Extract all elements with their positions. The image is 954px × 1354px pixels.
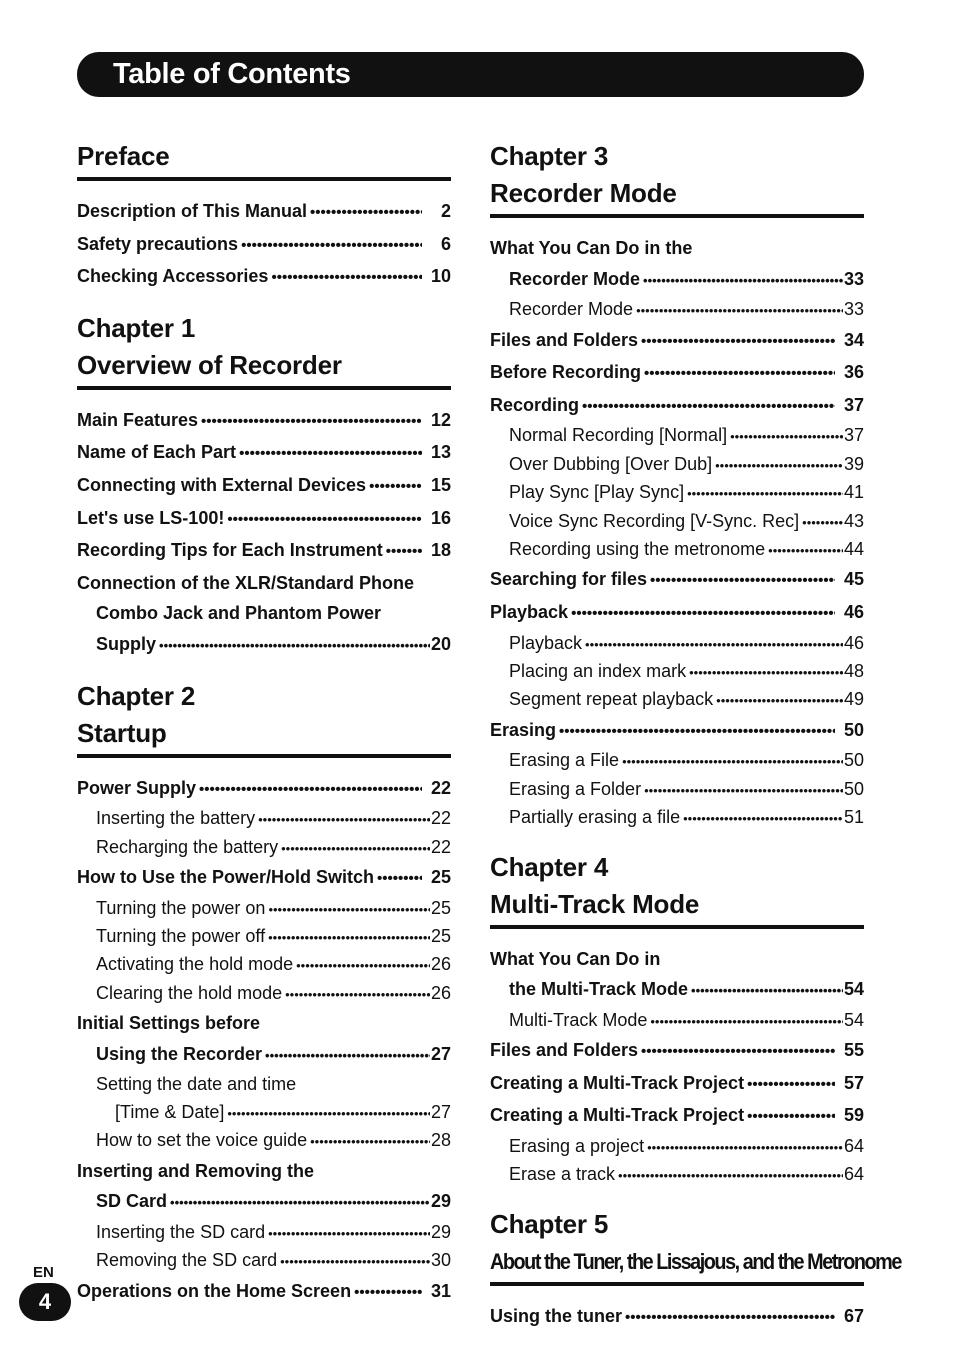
toc-entry[interactable] (490, 974, 864, 1007)
entry-page-number: 44 (843, 539, 864, 559)
toc-entry[interactable] (490, 508, 864, 536)
entry-title: Erasing (490, 719, 557, 740)
entry-page-number: 64 (843, 1164, 864, 1185)
toc-entry[interactable] (490, 325, 864, 358)
entry-title: Connecting with External Devices (77, 474, 367, 495)
entry-title: Main Features (77, 409, 199, 430)
entry-title: Name of Each Part (77, 442, 237, 463)
toc-entry[interactable] (77, 1186, 451, 1219)
toc-entry[interactable] (77, 1219, 451, 1247)
leader-dots (650, 566, 835, 597)
entry-page-number: 41 (843, 482, 864, 503)
entry-page-number: 26 (430, 954, 451, 975)
entry-title: Using the tuner (490, 1305, 623, 1326)
entry-page-number: 33 (843, 299, 864, 320)
toc-section (490, 138, 864, 833)
entry-title: Searching for files (490, 569, 648, 590)
toc-entry[interactable] (490, 1133, 864, 1161)
leader-dots (625, 1303, 835, 1334)
leader-dots (768, 537, 843, 564)
leader-dots (268, 1220, 430, 1247)
entry-page-number: 43 (843, 510, 864, 531)
entry-title: Erasing a Folder (509, 778, 642, 799)
leader-dots (747, 1102, 835, 1133)
entry-page-number: 50 (843, 778, 864, 799)
entry-page-number: 26 (430, 982, 451, 1003)
title-bar (77, 52, 864, 97)
toc-entry[interactable] (77, 196, 451, 229)
leader-dots (377, 864, 422, 895)
section-entries (490, 218, 864, 833)
toc-entry[interactable] (77, 980, 451, 1008)
toc-entry[interactable] (490, 804, 864, 832)
toc-entry[interactable] (77, 1071, 451, 1098)
leader-dots (280, 1248, 430, 1275)
toc-entry[interactable] (490, 1100, 864, 1133)
toc-entry[interactable] (490, 597, 864, 630)
entry-page-number: 64 (843, 1136, 864, 1156)
toc-section (490, 1206, 901, 1334)
entry-title: Partially erasing a file (509, 807, 681, 828)
entry-title: Initial Settings before (77, 1013, 261, 1034)
leader-dots (201, 407, 422, 438)
entry-page-number: 51 (843, 807, 864, 828)
leader-dots (227, 1100, 430, 1127)
entry-title: Recording Tips for Each Instrument (77, 540, 383, 561)
toc-section (77, 310, 451, 662)
leader-dots (310, 1128, 430, 1155)
entry-title: Safety precautions (77, 233, 239, 254)
entry-page-number: 50 (843, 750, 864, 771)
entry-title: Erase a track (509, 1164, 616, 1185)
leader-dots (559, 717, 835, 748)
entry-title: Using the Recorder (96, 1043, 263, 1064)
entry-page-number: 22 (430, 777, 451, 798)
section-heading-line: Multi-Track Mode (490, 888, 700, 919)
section-heading-line: Chapter 5 (490, 1208, 609, 1239)
toc-entry[interactable] (77, 598, 451, 629)
leader-dots (285, 981, 430, 1008)
leader-dots (641, 1037, 835, 1068)
toc-entry[interactable] (490, 233, 864, 264)
leader-dots (643, 266, 843, 297)
toc-entry[interactable] (77, 862, 451, 895)
entry-page-number: 6 (440, 233, 451, 254)
entry-page-number: 20 (430, 633, 451, 654)
toc-entry[interactable] (490, 536, 864, 564)
section-heading (490, 138, 864, 212)
toc-entry[interactable] (490, 390, 864, 423)
leader-dots (281, 835, 430, 862)
leader-dots (258, 806, 430, 833)
entry-title: Recording (490, 394, 580, 415)
entry-page-number: 25 (430, 925, 451, 946)
section-entries (77, 758, 451, 1309)
leader-dots (691, 976, 843, 1007)
leader-dots (239, 439, 422, 470)
entry-title: the Multi-Track Mode (509, 979, 689, 1000)
entry-page-number: 34 (843, 329, 864, 350)
entry-title: Recorder Mode (509, 299, 634, 320)
entry-title: Over Dubbing [Over Dub] (509, 453, 713, 474)
leader-dots (268, 896, 430, 923)
leader-dots (618, 1162, 843, 1189)
leader-dots (747, 1070, 835, 1101)
entry-title: Play Sync [Play Sync] (509, 482, 685, 503)
toc-entry[interactable] (490, 422, 864, 450)
entry-page-number: 28 (430, 1130, 451, 1151)
section-heading-line: Preface (77, 141, 170, 171)
entry-page-number: 13 (430, 442, 451, 463)
entry-page-number: 37 (843, 425, 864, 446)
section-entries (490, 929, 864, 1190)
entry-page-number: 33 (843, 268, 864, 289)
entry-page-number: 48 (843, 661, 864, 681)
entry-title: Recharging the battery (96, 836, 279, 857)
leader-dots (268, 924, 430, 951)
leader-dots (641, 327, 835, 358)
entry-title: Files and Folders (490, 1040, 639, 1061)
entry-page-number: 54 (843, 979, 864, 1000)
toc-entry[interactable] (77, 1247, 451, 1275)
entry-title: Recorder Mode (509, 268, 641, 289)
entry-page-number: 37 (843, 394, 864, 415)
section-heading (490, 849, 864, 923)
toc-entry[interactable] (490, 715, 864, 748)
entry-title: Activating the hold mode (96, 954, 294, 975)
leader-dots (730, 423, 843, 450)
entry-page-number: 54 (843, 1009, 864, 1030)
toc-entry[interactable] (490, 564, 864, 597)
leader-dots (644, 777, 843, 804)
toc-entry[interactable] (77, 629, 451, 662)
entry-page-number: 39 (843, 453, 864, 474)
leader-dots (310, 198, 422, 229)
section-heading-line: Recorder Mode (490, 178, 677, 208)
leader-dots (271, 263, 422, 294)
entry-title: Turning the power off (96, 925, 266, 946)
entry-title: Description of This Manual (77, 201, 308, 221)
toc-entry[interactable] (490, 658, 864, 686)
toc-entry[interactable] (77, 951, 451, 979)
leader-dots (802, 509, 843, 536)
entry-title: [Time & Date] (115, 1101, 225, 1122)
entry-page-number: 59 (843, 1105, 864, 1126)
entry-title: How to set the voice guide (96, 1130, 308, 1151)
leader-dots (650, 1008, 843, 1035)
toc-entry[interactable] (77, 805, 451, 833)
toc-entry[interactable] (490, 686, 864, 714)
entry-title: Erasing a File (509, 750, 620, 771)
entry-page-number: 10 (430, 266, 451, 287)
leader-dots (199, 775, 422, 806)
entry-title: Files and Folders (490, 329, 639, 350)
toc-entry[interactable] (490, 630, 864, 658)
entry-title: Turning the power on (96, 897, 266, 918)
section-heading (77, 310, 451, 384)
toc-entry[interactable] (77, 1008, 451, 1039)
section-heading-line: Chapter 4 (490, 851, 609, 882)
entry-page-number: 50 (843, 719, 864, 740)
toc-left-column (77, 138, 451, 1324)
leader-dots (715, 452, 843, 479)
leader-dots (585, 631, 843, 658)
leader-dots (241, 231, 422, 262)
toc-entry[interactable] (77, 1127, 451, 1155)
toc-entry[interactable] (490, 357, 864, 390)
toc-entry[interactable] (77, 1039, 451, 1072)
entry-title: What You Can Do in the (490, 238, 693, 258)
leader-dots (170, 1188, 430, 1219)
entry-title: Connection of the XLR/Standard Phone (77, 572, 414, 593)
leader-dots (636, 297, 843, 324)
toc-entry[interactable] (490, 451, 864, 479)
toc-entry[interactable] (490, 747, 864, 775)
entry-page-number: 16 (430, 507, 451, 528)
toc-entry[interactable] (77, 261, 451, 294)
entry-page-number: 55 (843, 1040, 864, 1061)
entry-title: Inserting and Removing the (77, 1160, 315, 1181)
leader-dots (159, 631, 430, 662)
entry-title: Placing an index mark (509, 661, 687, 681)
entry-title: How to Use the Power/Hold Switch (77, 866, 375, 887)
entry-page-number: 46 (843, 602, 864, 622)
entry-title: Voice Sync Recording [V-Sync. Rec] (509, 510, 800, 531)
entry-title: Combo Jack and Phantom Power (96, 603, 382, 624)
toc-entry[interactable] (77, 470, 451, 503)
entry-page-number: 29 (430, 1191, 451, 1212)
entry-title: Before Recording (490, 362, 642, 383)
toc-entry[interactable] (77, 923, 451, 951)
toc-entry[interactable] (77, 895, 451, 923)
toc-entry[interactable] (77, 773, 451, 806)
entry-page-number: 49 (843, 689, 864, 710)
toc-section (490, 849, 864, 1190)
entry-title: Segment repeat playback (509, 689, 714, 710)
entry-title: Power Supply (77, 777, 197, 798)
leader-dots (689, 659, 843, 686)
leader-dots (687, 480, 843, 507)
entry-title: Inserting the SD card (96, 1221, 266, 1242)
entry-title: Erasing a project (509, 1136, 645, 1156)
toc-entry[interactable] (77, 834, 451, 862)
toc-right-column (490, 138, 901, 1349)
leader-dots (265, 1041, 430, 1072)
leader-dots (369, 472, 422, 503)
toc-entry[interactable] (77, 503, 451, 536)
section-heading-line: Startup (77, 717, 167, 748)
leader-dots (571, 599, 835, 630)
toc-entry[interactable] (490, 264, 864, 297)
page-number-badge: 4 (19, 1283, 71, 1321)
toc-entry[interactable] (77, 1276, 451, 1309)
entry-page-number: 15 (430, 474, 451, 495)
toc-entry[interactable] (490, 1301, 864, 1334)
toc-entry[interactable] (77, 1156, 451, 1187)
toc-entry[interactable] (490, 944, 864, 975)
leader-dots (644, 359, 835, 390)
entry-title: Normal Recording [Normal] (509, 425, 728, 446)
entry-title: Playback (490, 602, 569, 622)
toc-entry[interactable] (490, 479, 864, 507)
toc-entry[interactable] (490, 1161, 864, 1189)
entry-page-number: 12 (430, 409, 451, 430)
section-heading (490, 1206, 901, 1280)
entry-title: Setting the date and time (96, 1074, 297, 1095)
toc-entry[interactable] (490, 296, 864, 324)
leader-dots (354, 1278, 422, 1309)
entry-page-number: 22 (430, 808, 451, 829)
entry-page-number: 46 (843, 632, 864, 653)
leader-dots (582, 392, 835, 423)
entry-title: Creating a Multi-Track Project (490, 1105, 745, 1126)
entry-page-number: 29 (430, 1221, 451, 1242)
entry-page-number: 2 (440, 201, 451, 221)
entry-page-number: 25 (430, 866, 451, 887)
section-heading-line: Chapter 3 (490, 141, 609, 171)
section-heading-line: Chapter 1 (77, 312, 196, 343)
leader-dots (622, 748, 843, 775)
entry-page-number: 22 (430, 836, 451, 857)
section-heading (77, 678, 451, 752)
toc-section (77, 678, 451, 1309)
section-heading-line: Chapter 2 (77, 680, 196, 711)
entry-page-number: 36 (843, 362, 864, 383)
entry-title: Multi-Track Mode (509, 1009, 648, 1030)
language-label: EN (33, 1264, 54, 1281)
section-entries (77, 390, 451, 662)
entry-page-number: 27 (430, 1101, 451, 1122)
entry-title: SD Card (96, 1191, 168, 1212)
entry-page-number: 25 (430, 897, 451, 918)
entry-page-number: 67 (843, 1305, 864, 1326)
toc-entry[interactable] (77, 568, 451, 599)
entry-page-number: 27 (430, 1043, 451, 1064)
toc-entry[interactable] (77, 1099, 451, 1127)
entry-title: Removing the SD card (96, 1250, 278, 1271)
toc-section (77, 138, 451, 294)
leader-dots (647, 1134, 843, 1161)
entry-title: Supply (96, 633, 157, 654)
page-title: Table of Contents (113, 58, 351, 90)
entry-title: Recording using the metronome (509, 539, 766, 559)
toc-entry[interactable] (77, 229, 451, 262)
leader-dots (716, 687, 843, 714)
entry-page-number: 45 (843, 569, 864, 590)
toc-entry[interactable] (77, 437, 451, 470)
entry-title: Creating a Multi-Track Project (490, 1072, 745, 1093)
toc-entry[interactable] (77, 535, 451, 568)
leader-dots (683, 805, 843, 832)
entry-title: Let's use LS-100! (77, 507, 225, 528)
section-heading-line: Overview of Recorder (77, 349, 342, 380)
toc-entry[interactable] (490, 1068, 864, 1101)
leader-dots (386, 537, 422, 568)
toc-entry[interactable] (490, 1007, 864, 1035)
entry-title: Clearing the hold mode (96, 982, 283, 1003)
toc-entry[interactable] (490, 1035, 864, 1068)
leader-dots (296, 952, 430, 979)
toc-entry[interactable] (490, 776, 864, 804)
entry-title: Operations on the Home Screen (77, 1280, 352, 1301)
section-entries (490, 1286, 864, 1334)
entry-page-number: 57 (843, 1072, 864, 1093)
entry-title: Inserting the battery (96, 808, 256, 829)
section-heading-line: About the Tuner, the Lissajous, and the Metronome (490, 1248, 901, 1274)
entry-title: What You Can Do in (490, 948, 661, 969)
entry-title: Playback (509, 632, 583, 653)
entry-page-number: 30 (430, 1250, 451, 1271)
toc-entry[interactable] (77, 405, 451, 438)
entry-page-number: 18 (430, 540, 451, 561)
section-entries (77, 181, 451, 294)
entry-title: Checking Accessories (77, 266, 269, 287)
entry-page-number: 31 (430, 1280, 451, 1301)
section-heading (77, 138, 451, 175)
leader-dots (227, 505, 422, 536)
